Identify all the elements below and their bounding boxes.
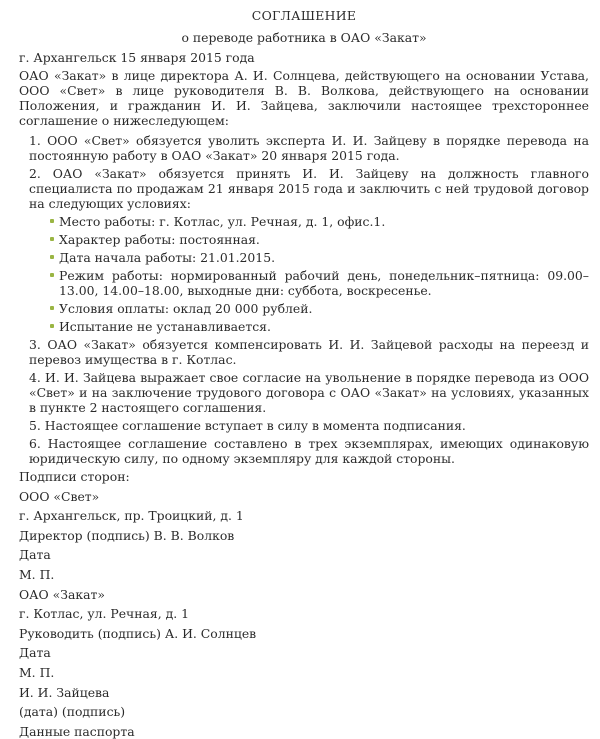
preamble-paragraph: ОАО «Закат» в лице директора А. И. Солнцева, действующего на основании Устава, ООО «Свет» в лице руководителя В. В. Волкова, действующего на основании Положения, и гражданин И. И. Зайцева, заключили настоящее трехстороннее соглашение о нижеследующем: xyxy=(19,68,589,128)
condition-text: Условия оплаты: оклад 20 000 рублей. xyxy=(59,301,313,316)
party-1-signatory: Директор (подпись) В. В. Волков xyxy=(19,527,235,543)
clause-3: 3. ОАО «Закат» обязуется компенсировать И. И. Зайцевой расходы на переезд и перевоз имущества в г. Котлас. xyxy=(29,337,589,367)
clause-2: 2. ОАО «Закат» обязуется принять И. И. Зайцеву на должность главного специалиста по продажам 21 января 2015 года и заключить с ней трудовой договор на следующих условиях: xyxy=(29,166,589,211)
party-2-stamp: М. П. xyxy=(19,664,55,680)
bullet-icon xyxy=(50,273,54,277)
bullet-icon xyxy=(50,306,54,310)
party-2-date: Дата xyxy=(19,645,51,661)
condition-text: Характер работы: постоянная. xyxy=(59,232,260,247)
party-1-name: ООО «Свет» xyxy=(19,488,100,504)
document-title: СОГЛАШЕНИЕ xyxy=(251,8,357,23)
party-3-date-signature: (дата) (подпись) xyxy=(19,704,126,720)
list-item xyxy=(59,232,589,247)
conditions-list xyxy=(19,214,589,334)
clause-5: 5. Настоящее соглашение вступает в силу в момента подписания. xyxy=(29,418,466,433)
signatures-block xyxy=(19,469,589,739)
party-1-address: г. Архангельск, пр. Троицкий, д. 1 xyxy=(19,508,244,524)
document-subtitle: о переводе работника в ОАО «Закат» xyxy=(181,30,427,45)
party-3-passport: Данные паспорта xyxy=(19,723,135,739)
list-item xyxy=(59,214,589,229)
clause-4: 4. И. И. Зайцева выражает свое согласие на увольнение в порядке перевода из ООО «Свет» и на заключение трудового договора с ОАО «Закат» на условиях, указанных в пункте 2 настоящего соглашения. xyxy=(29,370,589,415)
condition-text: Режим работы: нормированный рабочий день, понедельник–пятница: 09.00–13.00, 14.00–18.00, выходные дни: суббота, воскресенье. xyxy=(59,268,589,298)
party-2-address: г. Котлас, ул. Речная, д. 1 xyxy=(19,606,189,622)
condition-text: Дата начала работы: 21.01.2015. xyxy=(59,250,276,265)
condition-text: Испытание не устанавливается. xyxy=(59,319,271,334)
party-1-date: Дата xyxy=(19,547,51,563)
place-date: г. Архангельск 15 января 2015 года xyxy=(19,50,255,65)
bullet-icon xyxy=(50,237,54,241)
clause-6: 6. Настоящее соглашение составлено в трех экземплярах, имеющих одинаковую юридическую силу, по одному экземпляру для каждой стороны. xyxy=(29,436,589,466)
bullet-icon xyxy=(50,324,54,328)
clause-1: 1. ООО «Свет» обязуется уволить эксперта И. И. Зайцеву в порядке перевода на постоянную работу в ОАО «Закат» 20 января 2015 года. xyxy=(29,133,589,163)
list-item xyxy=(59,301,589,316)
list-item xyxy=(59,319,589,334)
signatures-heading: Подписи сторон: xyxy=(19,469,130,484)
party-3-name: И. И. Зайцева xyxy=(19,684,110,700)
list-item xyxy=(59,268,589,298)
party-1-stamp: М. П. xyxy=(19,566,55,582)
party-2-name: ОАО «Закат» xyxy=(19,586,105,602)
bullet-icon xyxy=(50,255,54,259)
condition-text: Место работы: г. Котлас, ул. Речная, д. 1, офис.1. xyxy=(59,214,386,229)
party-2-signatory: Руководить (подпись) А. И. Солнцев xyxy=(19,625,257,641)
bullet-icon xyxy=(50,219,54,223)
list-item xyxy=(59,250,589,265)
